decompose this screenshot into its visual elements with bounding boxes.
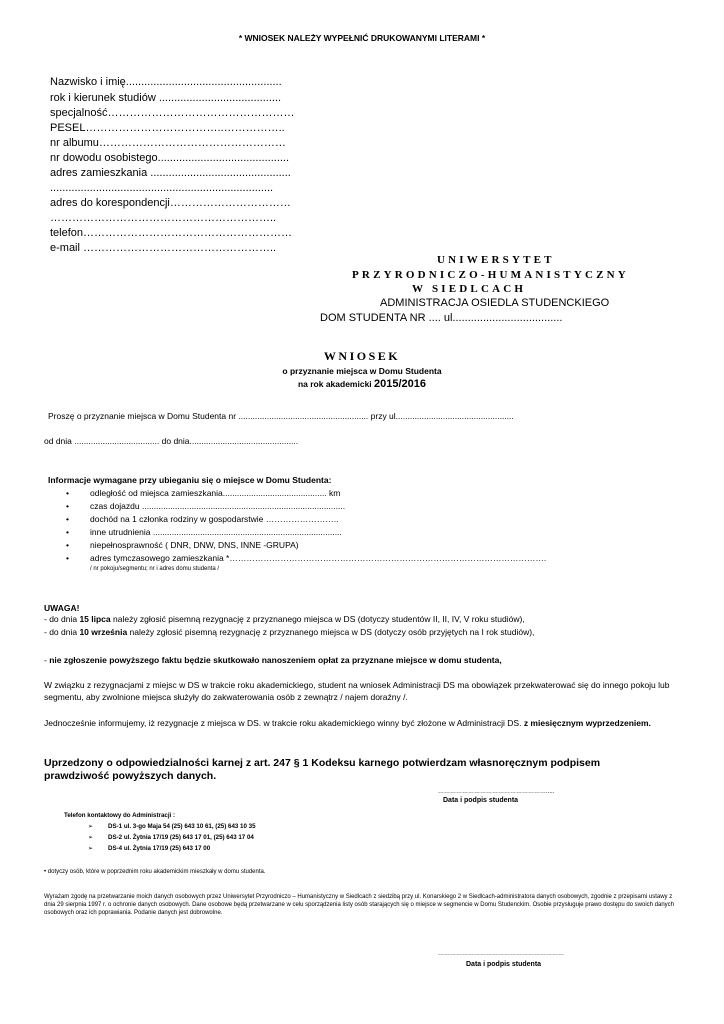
field-phone[interactable]: telefon………………………………………………… [50,227,293,239]
bullet: • [66,488,69,498]
field-name[interactable]: Nazwisko i imię................................................... [50,76,282,88]
arrow-icon: ➢ [88,823,94,830]
academic-year: 2015/2016 [374,378,427,390]
relocation-paragraph: W związku z rezygnacjami z miejsc w DS w trakcie roku akademickiego, student na wniosek Administracji DS ma obowiązek przekwaterować się do innego pokoju lub segmentu, aby zwolnione miejsca służyły do zakwaterowania osób z zewnątrz / najem doraźny /. [44,680,670,702]
warning-line-2: - do dnia 10 września należy zgłosić pisemną rezygnację z przyznanego miejsca w DS (dotyczy osób przyjętych na I rok studiów), [44,627,535,637]
info-item-commute[interactable]: czas dojazdu ...................................................................................... [90,501,346,511]
field-pesel[interactable]: PESEL………………………………..…………….. [50,122,285,134]
request-line[interactable]: Proszę o przyznanie miejsca w Domu Studenta nr ....................................................... przy ul.................................................. [48,411,514,421]
administration-name: ADMINISTRACJA OSIEDLA STUDENCKIEGO [380,297,610,309]
document-subtitle: o przyznanie miejsca w Domu Studenta [282,366,442,376]
signature-line-2[interactable]: ……………………………………………………… [438,951,564,957]
university-name-1: UNIWERSYTET [437,254,555,266]
consent-clause: Wyrażam zgodę na przetwarzanie moich danych osobowych przez Uniwersytet Przyrodniczo – Humanistyczny w Siedlcach z siedzibą przy ul. Konarskiego 2 w Siedlcach-administratora danych osobowych, zgodnie z przepisami ustawy z dnia 29 sierpnia 1997 r. o ochronie danych osobowych. Dane osobowe będą przetwarzane w celu sporządzenia listy osób starających się o miejsce w segmencie w Domu Studenckim. Osobie przysługuje prawo dostępu do swoich danych osobowych oraz ich poprawiania. Podanie danych jest dobrowolne. [44,894,675,916]
signature-label-2: Data i podpis studenta [466,961,542,968]
academic-year-line [0,378,724,390]
info-item-distance[interactable]: odległość od miejsca zamieszkania............................................ km [90,488,341,498]
header-note: * WNIOSEK NALEŻY WYPEŁNIĆ DRUKOWANYMI LITERAMI * [238,33,486,43]
info-item-other[interactable]: inne utrudnienia ................................................................................ [90,527,342,537]
declaration: Uprzedzony o odpowiedzialności karnej z art. 247 § 1 Kodeksu karnego potwierdzam własnoręcznym podpisem prawdziwość powyższych danych. [44,757,601,782]
dormitory-line[interactable]: DOM STUDENTA NR .... ul.................................... [320,312,563,324]
warning-line-1: - do dnia 15 lipca należy zgłosić pisemną rezygnację z przyznanego miejsca w DS (dotyczy studentów II, II, IV, V roku studiów), [44,614,525,624]
warning-heading: UWAGA! [44,603,80,613]
contact-ds4: DS-4 ul. Żytnia 17/19 (25) 643 17 00 [108,845,211,852]
penalty-note: - nie zgłoszenie powyższego faktu będzie skutkowało nanoszeniem opłat za przyznane miejsce w domu studenta, [44,655,502,665]
field-correspondence[interactable]: adres do korespondencji…………………………… [50,197,291,209]
field-album[interactable]: nr albumu…………………………………………… [50,137,286,149]
resignation-paragraph: Jednocześnie informujemy, iż rezygnacje z miejsca w DS. w trakcie roku akademickiego winny być złożone w Administracji DS. z miesięcznym wyprzedzeniem. [44,718,651,728]
field-email[interactable]: e-mail …………………………………………….. [50,242,277,254]
field-address[interactable]: adres zamieszkania .............................................. [50,167,291,179]
signature-label-1: Data i podpis studenta [443,797,519,804]
contact-ds2: DS-2 ul. Żytnia 17/19 (25) 643 17 01, (25) 643 17 04 [108,834,254,841]
contact-heading: Telefon kontaktowy do Administracji : [64,812,176,819]
field-id-card[interactable]: nr dowodu osobistego........................................... [50,152,290,164]
field-year-course[interactable]: rok i kierunek studiów ........................................ [50,92,282,104]
dates-line[interactable]: od dnia .................................... do dnia.............................................. [44,436,299,446]
footnote: • dotyczy osób, które w poprzednim roku akademickim mieszkały w domu studenta. [44,869,266,875]
university-city: W SIEDLCACH [412,283,527,295]
arrow-icon: ➢ [88,845,94,852]
info-item-income[interactable]: dochód na 1 członka rodziny w gospodarstwie …………………….. [90,514,339,524]
bullet: • [66,527,69,537]
contact-ds1: DS-1 ul. 3-go Maja 54 (25) 643 10 61, (25) 643 10 35 [108,823,256,830]
signature-line-1[interactable]: ………………………………………………..... [438,789,555,795]
document-title: WNIOSEK [323,349,401,363]
academic-year-prefix: na rok akademicki [297,379,375,389]
bullet: • [66,540,69,550]
field-address-cont[interactable]: ......................................................................... [50,182,274,194]
bullet: • [66,553,69,563]
field-correspondence-cont[interactable]: …………………………………………………….. [50,212,277,224]
arrow-icon: ➢ [88,834,94,841]
bullet: • [66,514,69,524]
bullet: • [66,501,69,511]
field-specialty[interactable]: specjalność…………………………………………… [50,107,295,119]
university-name-2: PRZYRODNICZO-HUMANISTYCZNY [352,269,629,281]
info-note: / nr pokoju/segmentu; nr i adres domu studenta / [90,566,220,572]
info-item-disability[interactable]: niepełnosprawność ( DNR, DNW, DNS, INNE -GRUPA) [90,540,299,550]
info-heading: Informacje wymagane przy ubieganiu się o miejsce w Domu Studenta: [48,475,332,485]
info-item-temp-address[interactable]: adres tymczasowego zamieszkania *…………………………………………………………………………………………………. [90,553,547,563]
